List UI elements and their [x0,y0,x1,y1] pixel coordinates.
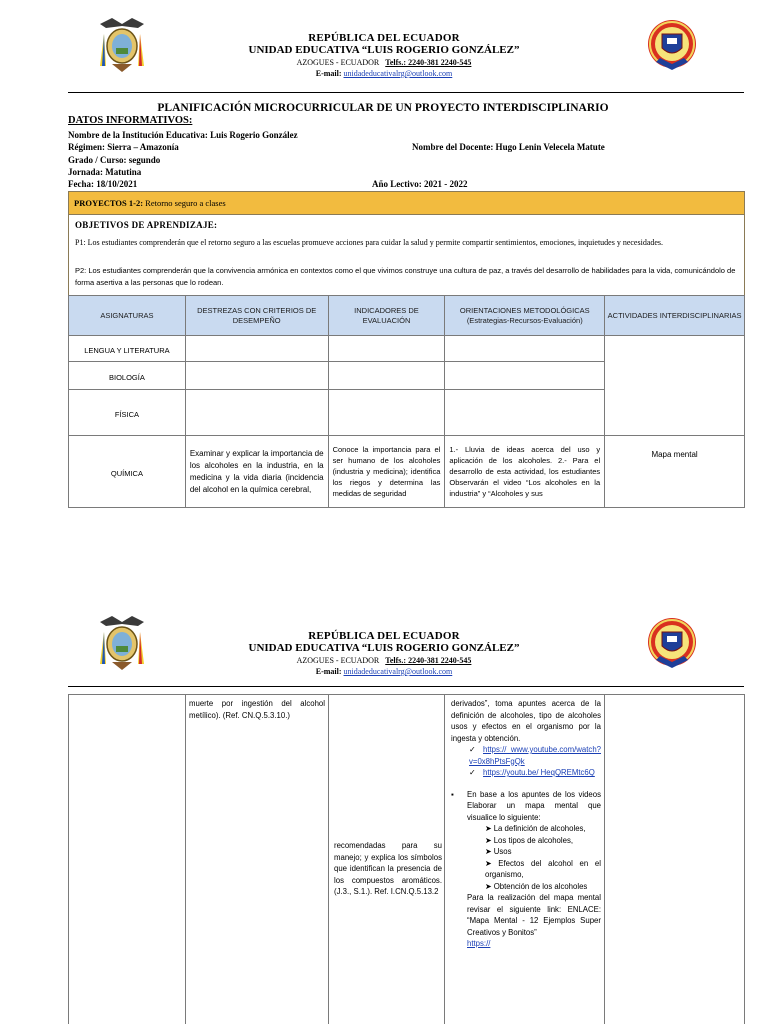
objective-p1: P1: Los estudiantes comprenderán que el retorno seguro a las escuelas promueve acciones para cuidar la salud y permite compartir sentimientos, emociones, inquietudes y necesidades. [75,238,664,247]
header-divider [68,92,744,93]
bullet-intro: En base a los apuntes de los videos Elaborar un mapa mental que visualice lo siguiente: [467,789,601,822]
table-cell [445,362,605,390]
subject-quimica: QUÍMICA [69,436,186,508]
email-label: E-mail: [315,69,342,78]
letterhead-text [150,630,618,677]
email-label: E-mail: [315,667,342,676]
country-name: REPÚBLICA DEL ECUADOR [308,630,460,642]
table-cell [185,695,328,1024]
header-asignaturas: ASIGNATURAS [69,296,186,336]
table-cell [605,336,745,436]
planning-table [68,295,745,508]
table-cell [445,390,605,436]
email-link[interactable]: unidadeducativalrg@outlook.com [343,667,453,676]
project-name: Retorno seguro a clases [145,198,226,208]
item-text: Los tipos de alcoholes, [493,835,574,845]
letterhead [0,0,768,90]
school-location-phones [150,655,618,666]
table-cell [69,695,186,1024]
closing-text: Para la realización del mapa mental revisar el siguiente link: ENLACE: “Mapa Mental - 12 Ejemplos Super Creativos y Bonitos” [467,893,601,937]
institution-name: Nombre de la Institución Educativa: Luis Rogerio González [68,130,298,140]
table-row [69,436,745,508]
objectives-title: OBJETIVOS DE APRENDIZAJE: [75,220,218,230]
table-cell [185,336,328,362]
check-icon [469,745,483,754]
video-link-2[interactable]: https://youtu.be/ HeqQREMtc6Q [483,768,595,777]
quimica-destrezas: Examinar y explicar la importancia de los alcoholes en la industria, en la medicina y la vida diaria (incidencia del alcohol en la química cerebral, [185,436,328,508]
header-actividades: ACTIVIDADES INTERDISCIPLINARIAS [605,296,745,336]
arrow-bullet-icon: ➤ [485,824,494,833]
mind-map-instructions [451,789,601,824]
letterhead [0,598,768,688]
email-line [150,666,618,677]
header-indicadores: INDICADORES DE EVALUACIÓN [328,296,445,336]
arrow-bullet-icon: ➤ [485,847,494,856]
video-links [469,744,601,779]
school-name: UNIDAD EDUCATIVA “LUIS ROGERIO GONZÁLEZ” [248,642,520,654]
subject-biologia: BIOLOGÍA [69,362,186,390]
school-crest-icon [646,614,698,672]
date: Fecha: 18/10/2021 [68,179,138,189]
project-bar [68,191,745,215]
table-cell [328,336,445,362]
phones: Telfs.: 2240-381 2240-545 [385,58,472,67]
mind-map-link[interactable]: https:// [467,939,491,948]
phones: Telfs.: 2240-381 2240-545 [385,656,472,665]
video-link-1[interactable]: https:// www.youtube.com/watch? v=0x8hPtsFgQk [469,745,601,766]
subject-fisica: FÍSICA [69,390,186,436]
page-gap [0,540,768,598]
destrezas-continued: muerte por ingestión del alcohol metílico). (Ref. CN.Q.5.3.10.) [189,699,325,720]
school-name: UNIDAD EDUCATIVA “LUIS ROGERIO GONZÁLEZ” [248,44,520,56]
list-item [469,767,601,779]
country-name: REPÚBLICA DEL ECUADOR [308,32,460,44]
location: AZOGUES - ECUADOR [296,656,380,665]
orientaciones-intro: derivados”, toma apuntes acerca de la definición de alcoholes, tipo de alcoholes usos y efectos en el organismo por la ingesta y obtención. [451,699,601,743]
location: AZOGUES - ECUADOR [296,58,380,67]
table-cell [445,336,605,362]
list-item [469,744,601,767]
header-orientaciones: ORIENTACIONES METODOLÓGICAS (Estrategias-Recursos-Evaluación) [445,296,605,336]
item-text: Obtención de los alcoholes [493,881,588,891]
item-text: Usos [493,847,512,856]
arrow-bullet-icon: ➤ [485,858,499,868]
square-bullet-icon: ▪ [451,789,454,799]
table-header-row [69,296,745,336]
item-text: Efectos del alcohol en el organismo, [485,858,601,879]
check-icon [469,768,483,777]
objective-p2: P2: Los estudiantes comprenderán que la convivencia armónica en contextos como el que vivimos construye una cultura de paz, a través del desarrollo de habilidades para la vida, comunicándolo de forma asertiva a las personas que lo rodean. [75,266,736,287]
list-item [485,858,601,881]
list-item [485,846,601,858]
quimica-orientaciones: 1.- Lluvia de ideas acerca del uso y aplicación de los alcoholes. 2.- Para el desarrollo de esta actividad, los estudiantes Observarán el video “Los alcoholes en la industria” y “Alcoholes y sus [445,436,605,508]
letterhead-text [150,32,618,79]
ecuador-coat-of-arms-icon [96,14,148,74]
table-cell [185,390,328,436]
table-row [69,336,745,362]
arrow-bullet-icon: ➤ [485,881,494,891]
email-link[interactable]: unidadeducativalrg@outlook.com [343,69,453,78]
table-cell [185,362,328,390]
arrow-bullet-icon: ➤ [485,835,494,845]
table-cell [605,695,745,1024]
school-location-phones [150,57,618,68]
mind-map-items [485,823,601,892]
list-item [485,835,601,847]
orientaciones-continued [451,698,601,950]
header-divider [68,686,744,687]
list-item [485,823,601,835]
table-cell [328,390,445,436]
regimen: Régimen: Sierra – Amazonía [68,142,179,152]
document-title: PLANIFICACIÓN MICROCURRICULAR DE UN PROYECTO INTERDISCIPLINARIO [157,102,609,114]
jornada: Jornada: Matutina [68,167,142,177]
item-text: La definición de alcoholes, [493,824,586,833]
table-cell [328,362,445,390]
teacher-name: Nombre del Docente: Hugo Lenin Velecela Matute [412,142,605,152]
grade: Grado / Curso: segundo [68,155,161,165]
email-line [150,68,618,79]
ecuador-coat-of-arms-icon [96,612,148,672]
school-crest-icon [646,16,698,74]
school-year: Año Lectivo: 2021 - 2022 [372,179,468,189]
header-destrezas: DESTREZAS CON CRITERIOS DE DESEMPEÑO [185,296,328,336]
project-label: PROYECTOS 1-2: [74,198,144,208]
page-2 [0,598,768,1024]
objectives-box [68,215,745,295]
subject-lengua: LENGUA Y LITERATURA [69,336,186,362]
actividad-mapa-mental: Mapa mental [605,436,745,508]
indicadores-continued: recomendadas para su manejo; y explica los símbolos que identifican la presencia de los compuestos aromáticos. (J.3., S.1.). Ref. I.CN.Q.5.13.2 [334,841,442,896]
list-item [485,881,601,893]
info-heading: DATOS INFORMATIVOS: [68,115,193,126]
quimica-indicadores: Conoce la importancia para el ser humano de los alcoholes (industria y medicina); identifica los riegos y determina las medidas de seguridad [328,436,445,508]
